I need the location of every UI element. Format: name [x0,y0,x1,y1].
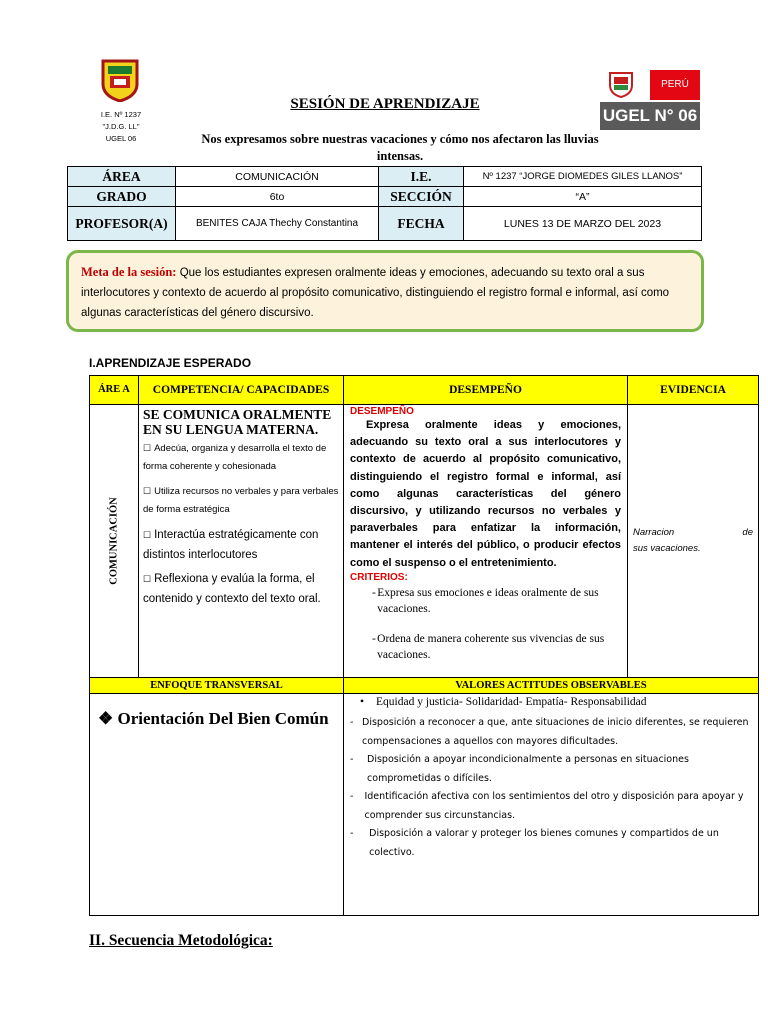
evidencia-line: sus vacaciones. [633,543,701,554]
evidencia-cell [628,405,759,678]
disposicion-item: - Disposición a apoyar incondicionalmente a personas en situaciones comprometidas o difíciles. [350,754,689,784]
valores-item: • Equidad y justicia- Solidaridad- Empatía- Responsabilidad [348,696,750,708]
criterio-item: - Ordena de manera coherente sus vivencias de sus vacaciones. [372,632,605,661]
criterios-label: CRITERIOS: [350,571,408,583]
learning-table [89,375,759,916]
diamond-bullet-icon: ❖ [98,709,114,728]
section-methodology-title: II. Secuencia Metodológica: [89,932,273,949]
section-expected-learning-title: I.APRENDIZAJE ESPERADO [89,356,252,370]
evidencia-line: Narracion de [633,527,753,538]
capacidad-item: ☐ Adecúa, organiza y desarrolla el texto de forma coherente y cohesionada [143,443,327,472]
area-value: COMUNICACIÓN [176,167,379,187]
area-cell [90,405,139,678]
ugel-badge: UGEL N° 06 [600,102,700,130]
area-vertical-label: COMUNICACIÓN [108,497,120,585]
checkbox-icon: ☐ [143,443,152,453]
school-id: I.E. Nº 1237 [100,110,142,119]
session-goal-box [66,250,704,332]
capacidad-item: ☐ Interactúa estratégicamente con distintos interlocutores [143,529,319,561]
header-area: ÁRE A [90,376,139,405]
page-title: SESIÓN DE APRENDIZAJE [290,96,480,112]
valores-header: VALORES ACTITUDES OBSERVABLES [344,678,759,694]
competencia-cell [139,405,344,678]
seccion-value: “A” [464,187,702,207]
disposicion-item: - Disposición a reconocer a que, ante situaciones de inicio diferentes, se requieren compensaciones a aquellos con mayores dificultades. [350,717,749,747]
peru-shield-icon [606,70,636,98]
seccion-label: SECCIÓN [379,187,464,207]
header-evidencia: EVIDENCIA [628,376,759,405]
header-desempeno: DESEMPEÑO [344,376,628,405]
criterio-item: - Expresa sus emociones e ideas oralmente de sus vacaciones. [372,586,599,615]
disposicion-item: - Disposición a valorar y proteger los bienes comunes y compartidos de un colectivo. [350,828,719,858]
bullet-icon: • [359,696,365,708]
peru-label: PERÚ [650,70,700,100]
school-ugel: UGEL 06 [105,134,137,143]
profesor-label: PROFESOR(A) [68,207,176,241]
competencia-title: SE COMUNICA ORALMENTE EN SU LENGUA MATERNA. [143,407,332,437]
school-initials: "J.D.G. LL" [102,122,140,131]
peru-ugel-logo [600,68,700,130]
session-subtitle: Nos expresamos sobre nuestras vacaciones y cómo nos afectaron las lluvias intensas. [201,132,599,163]
session-info-table [67,166,702,241]
desempeno-cell [344,405,628,678]
capacidad-item: ☐ Utiliza recursos no verbales y para verbales de forma estratégica [143,486,339,515]
enfoque-header: ENFOQUE TRANSVERSAL [90,678,344,694]
desempeno-label: DESEMPEÑO [350,406,414,417]
school-crest-logo [100,58,140,102]
enfoque-name: Orientación Del Bien Común [117,709,329,728]
area-label: ÁREA [68,167,176,187]
fecha-label: FECHA [379,207,464,241]
checkbox-icon: ☐ [143,486,152,496]
disposicion-item: - Identificación afectiva con los sentimientos del otro y disposición para apoyar y comprender sus circunstancias. [350,791,744,821]
valores-cell [344,694,759,916]
ie-value: Nº 1237 “JORGE DIOMEDES GILES LLANOS” [464,167,702,187]
profesor-value: BENITES CAJA Thechy Constantina [176,207,379,241]
checkbox-icon: ☐ [143,530,152,540]
checkbox-icon: ☐ [143,574,152,584]
header-competencia: COMPETENCIA/ CAPACIDADES [139,376,344,405]
session-goal-label: Meta de la sesión: [81,265,177,279]
enfoque-name-cell [90,694,344,916]
grado-label: GRADO [68,187,176,207]
session-goal-text: Que los estudiantes expresen oralmente ideas y emociones, adecuando su texto oral a sus interlocutores y contexto de acuerdo al propósito comunicativo, distinguiendo el registro formal e informal, así como algunas características del género discursivo. [81,267,670,319]
fecha-value: LUNES 13 DE MARZO DEL 2023 [464,207,702,241]
school-info [78,109,164,145]
desempeno-text: Expresa oralmente ideas y emociones, adecuando su texto oral a sus interlocutores y contexto de acuerdo al propósito comunicativo, distinguiendo el registro formal e informal, así como algunas características del género discursivo, y utilizando recursos no verbales y paraverbales para enfatizar la información, mantener el interés del público, o producir efectos como el suspenso o el entretenimiento. [350,419,621,569]
ie-label: I.E. [379,167,464,187]
grado-value: 6to [176,187,379,207]
capacidad-item: ☐ Reflexiona y evalúa la forma, el contenido y contexto del texto oral. [143,573,321,605]
